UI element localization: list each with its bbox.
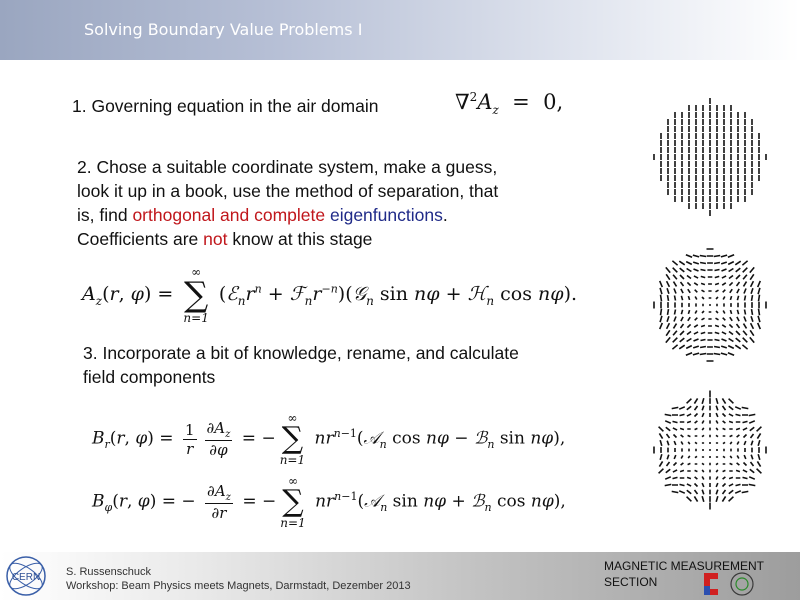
footer-workshop: Workshop: Beam Physics meets Magnets, Darmstadt, Dezember 2013: [66, 580, 411, 592]
highlight-eigenfunctions: eigenfunctions: [329, 205, 443, 225]
step-2-text: [77, 155, 498, 251]
step-3-text: [83, 341, 519, 389]
step-2-line-4-post: know at this stage: [227, 229, 373, 249]
step-2-line-3: [77, 203, 498, 227]
section-name-line-1: MAGNETIC MEASUREMENT: [604, 559, 765, 573]
bphi-equation: $B_\varphi(r$, φ) = − $\frac{\partial A_z}{\partial r}$ = − ∞ ∑ n=1 $nr^{n-1}(𝒜_n$ sin nφ + ℬ$_n$ cos nφ),: [92, 474, 566, 530]
step-3-line-2: field components: [83, 367, 216, 387]
step-2-line-3-pre: is, find: [77, 205, 133, 225]
cern-logo-text: CERN: [11, 572, 41, 583]
step-2-line-3-post: .: [442, 205, 448, 225]
cern-logo: [4, 554, 48, 598]
slide-footer: [0, 552, 800, 600]
br-equation: $B_r(r$, φ) = $\frac{1}{r}$ $\frac{\partial A_z}{\partial\varphi}$ = − ∞ ∑ n=1 $nr^{n-1}(𝒜_n$ cos nφ − ℬ$_n$ sin nφ),: [92, 411, 566, 467]
highlight-orthogonal-complete: orthogonal and complete: [132, 205, 326, 225]
sextupole-field-pattern-image: [650, 390, 770, 510]
step-2-line-2: look it up in a book, use the method of separation, that: [77, 181, 499, 201]
slide-title: Solving Boundary Value Problems I: [84, 20, 363, 39]
laplace-equation: $\nabla^2A_z = 0$,: [455, 90, 564, 118]
highlight-not: not: [203, 229, 228, 249]
step-2-line-4-pre: Coefficients are: [77, 229, 204, 249]
step-1-text: 1. Governing equation in the air domain: [72, 96, 379, 116]
general-solution-equation: $A_z(r$, φ) = ∞ ∑ n=1 ($ℰ_nr^n$ + $ℱ_nr^{-n})(𝒢_n$ sin nφ + ℋ$_n$ cos nφ).: [82, 265, 578, 325]
quadrupole-field-pattern-image: [650, 245, 770, 365]
footer-author: S. Russenschuck: [66, 566, 151, 578]
step-3-line-1: 3. Incorporate a bit of knowledge, rename, and calculate: [83, 343, 519, 363]
magnet-logo-icon: [700, 569, 760, 599]
dipole-field-pattern-image: [650, 97, 770, 217]
step-2-line-4: [77, 227, 498, 251]
slide-header: [0, 0, 800, 60]
section-name-line-2: SECTION: [604, 575, 658, 589]
step-2-line-1: 2. Chose a suitable coordinate system, make a guess,: [77, 157, 498, 177]
